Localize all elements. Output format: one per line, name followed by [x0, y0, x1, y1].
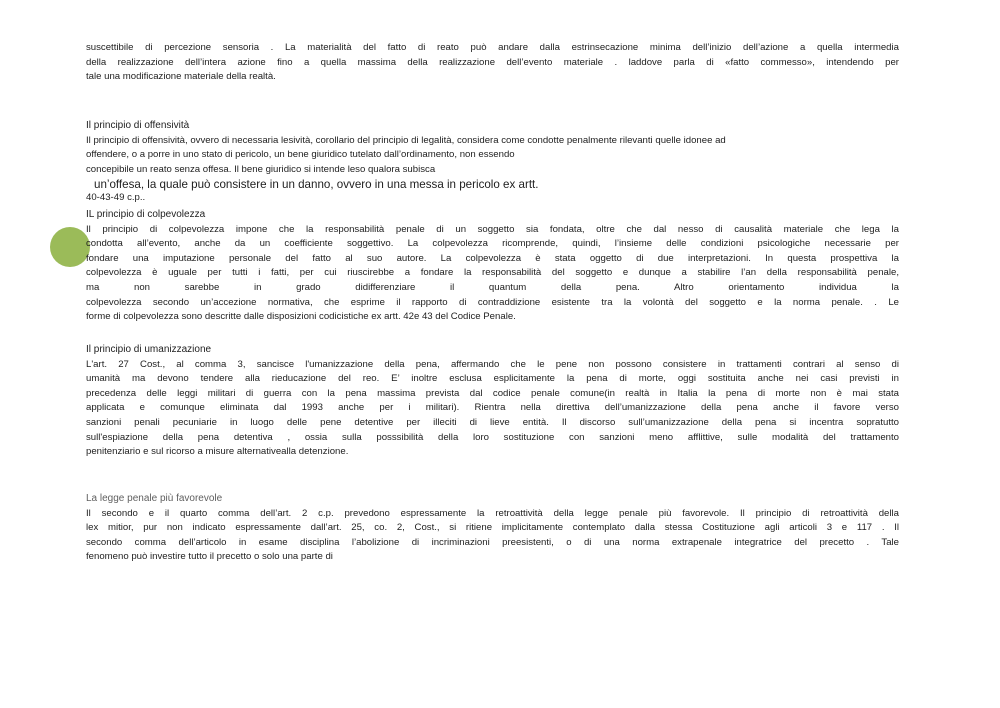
section-heading: IL principio di colpevolezza	[86, 209, 206, 220]
section-heading: Il principio di offensività	[86, 120, 190, 131]
text-line: sanzioni penali pecuniarie in luogo delle pene detentive per illeciti di lieve entità. Il discorso sull’umanizzazione della pena si incentra sopratutto	[86, 416, 899, 428]
section-legge-favorevole	[86, 492, 899, 565]
section-heading: La legge penale più favorevole	[86, 493, 223, 504]
text-line: fondare una imputazione personale del fatto al suo autore. La colpevolezza è stata oggetto di due interpretazioni. In questa prospettiva la	[86, 252, 899, 264]
section-umanizzazione	[86, 343, 899, 460]
text-line: forme di colpevolezza sono descritte dalle disposizioni codicistiche ex artt. 42e 43 del Codice Penale.	[86, 311, 516, 323]
text-line: 40-43-49 c.p..	[86, 192, 146, 204]
text-line: penitenziario e sul ricorso a misure alternativealla detenzione.	[86, 446, 349, 458]
text-line: Il secondo e il quarto comma dell’art. 2 c.p. prevedono espressamente la retroattività della legge penale più favorevole. Il principio di retroattività della	[86, 507, 899, 519]
text-line: concepibile un reato senza offesa. Il bene giuridico si intende leso qualora subisca	[86, 163, 436, 175]
text-line: applicata e comunque eliminata dal 1993 anche per i militari). Rientra nella direttiva dell’umanizzazione della pena anche il favore verso	[86, 402, 899, 414]
text-line: fenomeno può investire tutto il precetto o solo una parte di	[86, 551, 333, 563]
text-line: secondo comma dell’articolo in esame disciplina l’abolizione di incriminazioni preesistenti, o di una norma extrapenale integratrice del precetto . Tale	[86, 536, 899, 548]
text-line: offendere, o a porre in uno stato di pericolo, un bene giuridico tutelato dall’ordinamento, non essendo	[86, 149, 515, 161]
text-line: Il principio di offensività, ovvero di necessaria lesività, corollario del principio di legalità, considera come condotte penalmente rilevanti quelle idonee ad	[86, 134, 726, 146]
text-line: lex mitior, pur non indicato espressamente dall’art. 25, co. 2, Cost., si ritiene implicitamente contemplato dalla stessa Costituzione agli articoli 3 e 117 . Il	[86, 522, 899, 534]
text-line: umanità ma devono tendere alla rieducazione del reo. E’ inoltre esclusa esplicitamente la pena di morte, oggi sostituita anche nei casi previsti in	[86, 373, 899, 385]
paragraph-materialita	[86, 41, 899, 85]
text-line: tale una modificazione materiale della realtà.	[86, 71, 276, 83]
section-colpevolezza	[86, 208, 899, 325]
green-circle-marker	[50, 227, 90, 267]
text-line: della realizzazione dell’intera azione fino a quella massima della realizzazione dell’evento materiale . laddove parla di «fatto commesso», intendendo per	[86, 56, 899, 68]
text-line: sull'espiazione della pena detentiva , ossia sulla posssibilità della loro sostituzione con sanzioni meno afflittive, sulle modalità del trattamento	[86, 431, 899, 443]
text-line: colpevolezza secondo un’accezione normativa, che esprime il rapporto di contraddizione esistente tra la volontà del soggetto e la norma penale. . Le	[86, 296, 899, 308]
section-heading: Il principio di umanizzazione	[86, 344, 212, 355]
text-line-large: un’offesa, la quale può consistere in un danno, ovvero in una messa in pericolo ex artt.	[94, 178, 539, 192]
text-line: colpevolezza è uguale per tutti i fatti, per cui riuscirebbe a fondare la responsabilità del soggetto e dunque a stabilire l’an della responsabilità penale,	[86, 267, 899, 279]
text-line: Il principio di colpevolezza impone che la responsabilità penale di un soggetto sia fondata, oltre che dal nesso di causalità materiale che lega la	[86, 223, 899, 235]
text-line: precedenza delle leggi militari di guerra con la pena massima prevista dal codice penale comune(in realtà in Italia la pena di morte non è mai stata	[86, 387, 899, 399]
text-line: L'art. 27 Cost., al comma 3, sancisce l'umanizzazione della pena, affermando che le pene non possono consistere in trattamenti contrari al senso di	[86, 358, 899, 370]
text-line: suscettibile di percezione sensoria . La materialità del fatto di reato può andare dalla estrinsecazione minima dell’inizio dell’azione a quella intermedia	[86, 42, 899, 53]
text-line: ma non sarebbe in grado didifferenziare il quantum della pena. Altro orientamento individua la	[86, 281, 899, 293]
section-offensivita	[86, 119, 899, 204]
text-line: condotta all’evento, anche da un coefficiente soggettivo. La colpevolezza ricomprende, quindi, l’insieme delle condizioni psicologiche necessarie per	[86, 238, 899, 250]
